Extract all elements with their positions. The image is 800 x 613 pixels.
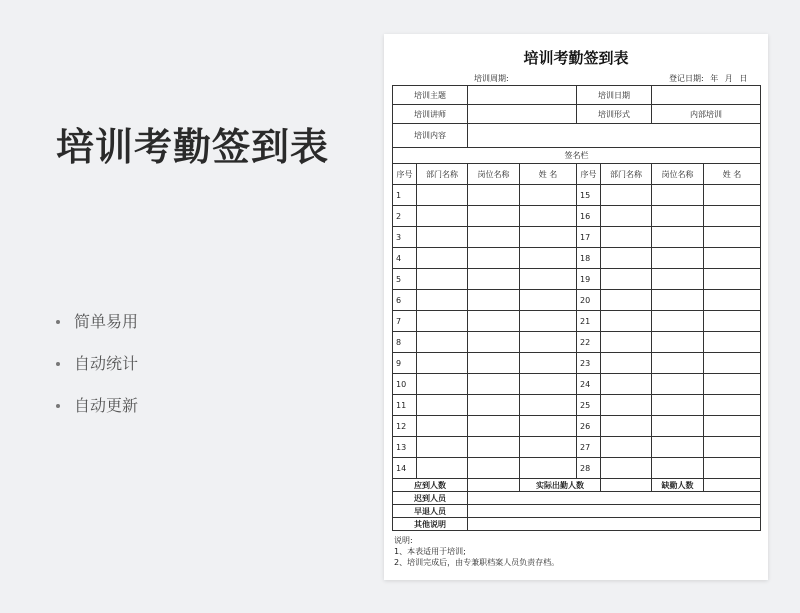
table-cell (417, 437, 468, 458)
table-cell (520, 185, 577, 206)
table-cell (652, 395, 704, 416)
column-header: 岗位名称 (652, 164, 704, 185)
table-cell (468, 332, 520, 353)
table-row (393, 353, 761, 374)
table-cell (468, 206, 520, 227)
table-cell (704, 206, 761, 227)
table-cell (417, 395, 468, 416)
table-cell (601, 227, 652, 248)
notes-title: 说明: (394, 536, 413, 545)
table-cell (652, 374, 704, 395)
column-header: 序号 (393, 164, 417, 185)
row-number: 26 (577, 416, 601, 437)
table-cell (520, 437, 577, 458)
table-cell (468, 458, 520, 479)
feature-item: 自动统计 (54, 352, 138, 394)
table-row (393, 269, 761, 290)
column-header: 部门名称 (601, 164, 652, 185)
table-cell (520, 227, 577, 248)
other-value (468, 518, 761, 531)
table-cell (417, 248, 468, 269)
row-number: 8 (393, 332, 417, 353)
table-cell (417, 269, 468, 290)
feature-item: 自动更新 (54, 394, 138, 436)
table-cell (652, 353, 704, 374)
page-title: 培训考勤签到表 (56, 125, 330, 169)
teacher-label: 培训讲师 (393, 105, 468, 124)
document-title: 培训考勤签到表 (523, 49, 629, 67)
row-number: 3 (393, 227, 417, 248)
table-cell (704, 290, 761, 311)
row-number: 5 (393, 269, 417, 290)
table-cell (520, 290, 577, 311)
table-cell (704, 185, 761, 206)
row-number: 10 (393, 374, 417, 395)
table-cell (652, 185, 704, 206)
row-number: 14 (393, 458, 417, 479)
table-cell (704, 269, 761, 290)
row-number: 15 (577, 185, 601, 206)
table-cell (520, 395, 577, 416)
table-row (393, 311, 761, 332)
table-cell (601, 332, 652, 353)
table-cell (601, 416, 652, 437)
table-cell (601, 248, 652, 269)
column-header: 序号 (577, 164, 601, 185)
table-cell (652, 437, 704, 458)
date-day: 日 (739, 74, 748, 83)
table-cell (417, 227, 468, 248)
table-cell (468, 227, 520, 248)
register-date (669, 73, 751, 84)
row-number: 7 (393, 311, 417, 332)
row-number: 18 (577, 248, 601, 269)
table-cell (417, 353, 468, 374)
table-row (393, 248, 761, 269)
table-cell (704, 458, 761, 479)
date-year: 年 (710, 74, 719, 83)
sign-section-header: 签名栏 (393, 148, 761, 164)
table-cell (520, 248, 577, 269)
table-row (393, 227, 761, 248)
late-value (468, 492, 761, 505)
bullet-icon (56, 404, 60, 408)
notes-line: 1、本表适用于培训; (394, 547, 466, 556)
table-cell (652, 206, 704, 227)
table-cell (468, 290, 520, 311)
table-cell (652, 269, 704, 290)
training-period-label: 培训周期: (474, 74, 509, 83)
table-cell (468, 311, 520, 332)
expected-count-label: 应到人数 (393, 479, 468, 492)
table-cell (704, 227, 761, 248)
content-value (468, 124, 761, 148)
row-number: 22 (577, 332, 601, 353)
table-cell (601, 374, 652, 395)
table-cell (652, 248, 704, 269)
table-row (393, 437, 761, 458)
table-row (393, 416, 761, 437)
table-cell (601, 185, 652, 206)
register-date-label: 登记日期: (669, 74, 704, 83)
table-cell (601, 437, 652, 458)
row-number: 1 (393, 185, 417, 206)
row-number: 6 (393, 290, 417, 311)
table-row (393, 185, 761, 206)
feature-item: 简单易用 (54, 310, 138, 352)
table-row (393, 458, 761, 479)
column-header: 岗位名称 (468, 164, 520, 185)
table-cell (704, 332, 761, 353)
table-cell (601, 353, 652, 374)
row-number: 27 (577, 437, 601, 458)
topic-label: 培训主题 (393, 86, 468, 105)
table-cell (520, 374, 577, 395)
table-cell (704, 395, 761, 416)
table-cell (601, 206, 652, 227)
row-number: 21 (577, 311, 601, 332)
table-cell (520, 311, 577, 332)
table-cell (468, 395, 520, 416)
row-number: 28 (577, 458, 601, 479)
table-cell (468, 353, 520, 374)
form-label: 培训形式 (577, 105, 652, 124)
table-cell (417, 416, 468, 437)
table-cell (468, 437, 520, 458)
table-row (393, 374, 761, 395)
table-cell (704, 353, 761, 374)
table-cell (417, 374, 468, 395)
table-cell (704, 248, 761, 269)
table-cell (417, 185, 468, 206)
table-cell (468, 269, 520, 290)
row-number: 17 (577, 227, 601, 248)
row-number: 20 (577, 290, 601, 311)
row-number: 11 (393, 395, 417, 416)
table-row (393, 290, 761, 311)
table-cell (417, 206, 468, 227)
absent-count-value (704, 479, 761, 492)
table-cell (652, 290, 704, 311)
teacher-value (468, 105, 577, 124)
late-label: 迟到人员 (393, 492, 468, 505)
table-row (393, 332, 761, 353)
table-cell (652, 227, 704, 248)
content-label: 培训内容 (393, 124, 468, 148)
table-cell (520, 269, 577, 290)
row-number: 2 (393, 206, 417, 227)
row-number: 13 (393, 437, 417, 458)
table-cell (468, 185, 520, 206)
train-date-value (652, 86, 761, 105)
row-number: 19 (577, 269, 601, 290)
row-number: 9 (393, 353, 417, 374)
notes-line: 2、培训完成后，由专兼职档案人员负责存档。 (394, 558, 560, 567)
table-row (393, 206, 761, 227)
table-cell (704, 374, 761, 395)
row-number: 16 (577, 206, 601, 227)
table-row (393, 395, 761, 416)
table-cell (520, 206, 577, 227)
table-cell (520, 458, 577, 479)
document-preview (384, 34, 768, 580)
table-cell (468, 416, 520, 437)
early-value (468, 505, 761, 518)
column-header: 部门名称 (417, 164, 468, 185)
date-month: 月 (724, 74, 733, 83)
actual-count-label: 实际出勤人数 (520, 479, 601, 492)
table-cell (652, 416, 704, 437)
table-cell (417, 332, 468, 353)
row-number: 12 (393, 416, 417, 437)
table-cell (417, 311, 468, 332)
other-label: 其他说明 (393, 518, 468, 531)
table-cell (601, 458, 652, 479)
table-cell (652, 458, 704, 479)
early-label: 早退人员 (393, 505, 468, 518)
table-cell (601, 290, 652, 311)
train-date-label: 培训日期 (577, 86, 652, 105)
actual-count-value (601, 479, 652, 492)
table-cell (601, 395, 652, 416)
feature-list (54, 310, 138, 436)
table-cell (601, 311, 652, 332)
row-number: 24 (577, 374, 601, 395)
form-value: 内部培训 (652, 105, 761, 124)
table-cell (520, 332, 577, 353)
row-number: 25 (577, 395, 601, 416)
bullet-icon (56, 320, 60, 324)
table-cell (704, 416, 761, 437)
notes (394, 535, 559, 568)
attendance-table (392, 85, 761, 531)
table-cell (520, 416, 577, 437)
table-cell (417, 290, 468, 311)
table-cell (704, 311, 761, 332)
column-header: 姓 名 (704, 164, 761, 185)
absent-count-label: 缺勤人数 (652, 479, 704, 492)
table-cell (468, 374, 520, 395)
bullet-icon (56, 362, 60, 366)
table-cell (601, 269, 652, 290)
table-cell (652, 332, 704, 353)
row-number: 23 (577, 353, 601, 374)
expected-count-value (468, 479, 520, 492)
table-cell (468, 248, 520, 269)
table-cell (417, 458, 468, 479)
table-cell (704, 437, 761, 458)
row-number: 4 (393, 248, 417, 269)
column-header: 姓 名 (520, 164, 577, 185)
table-cell (520, 353, 577, 374)
table-cell (652, 311, 704, 332)
topic-value (468, 86, 577, 105)
